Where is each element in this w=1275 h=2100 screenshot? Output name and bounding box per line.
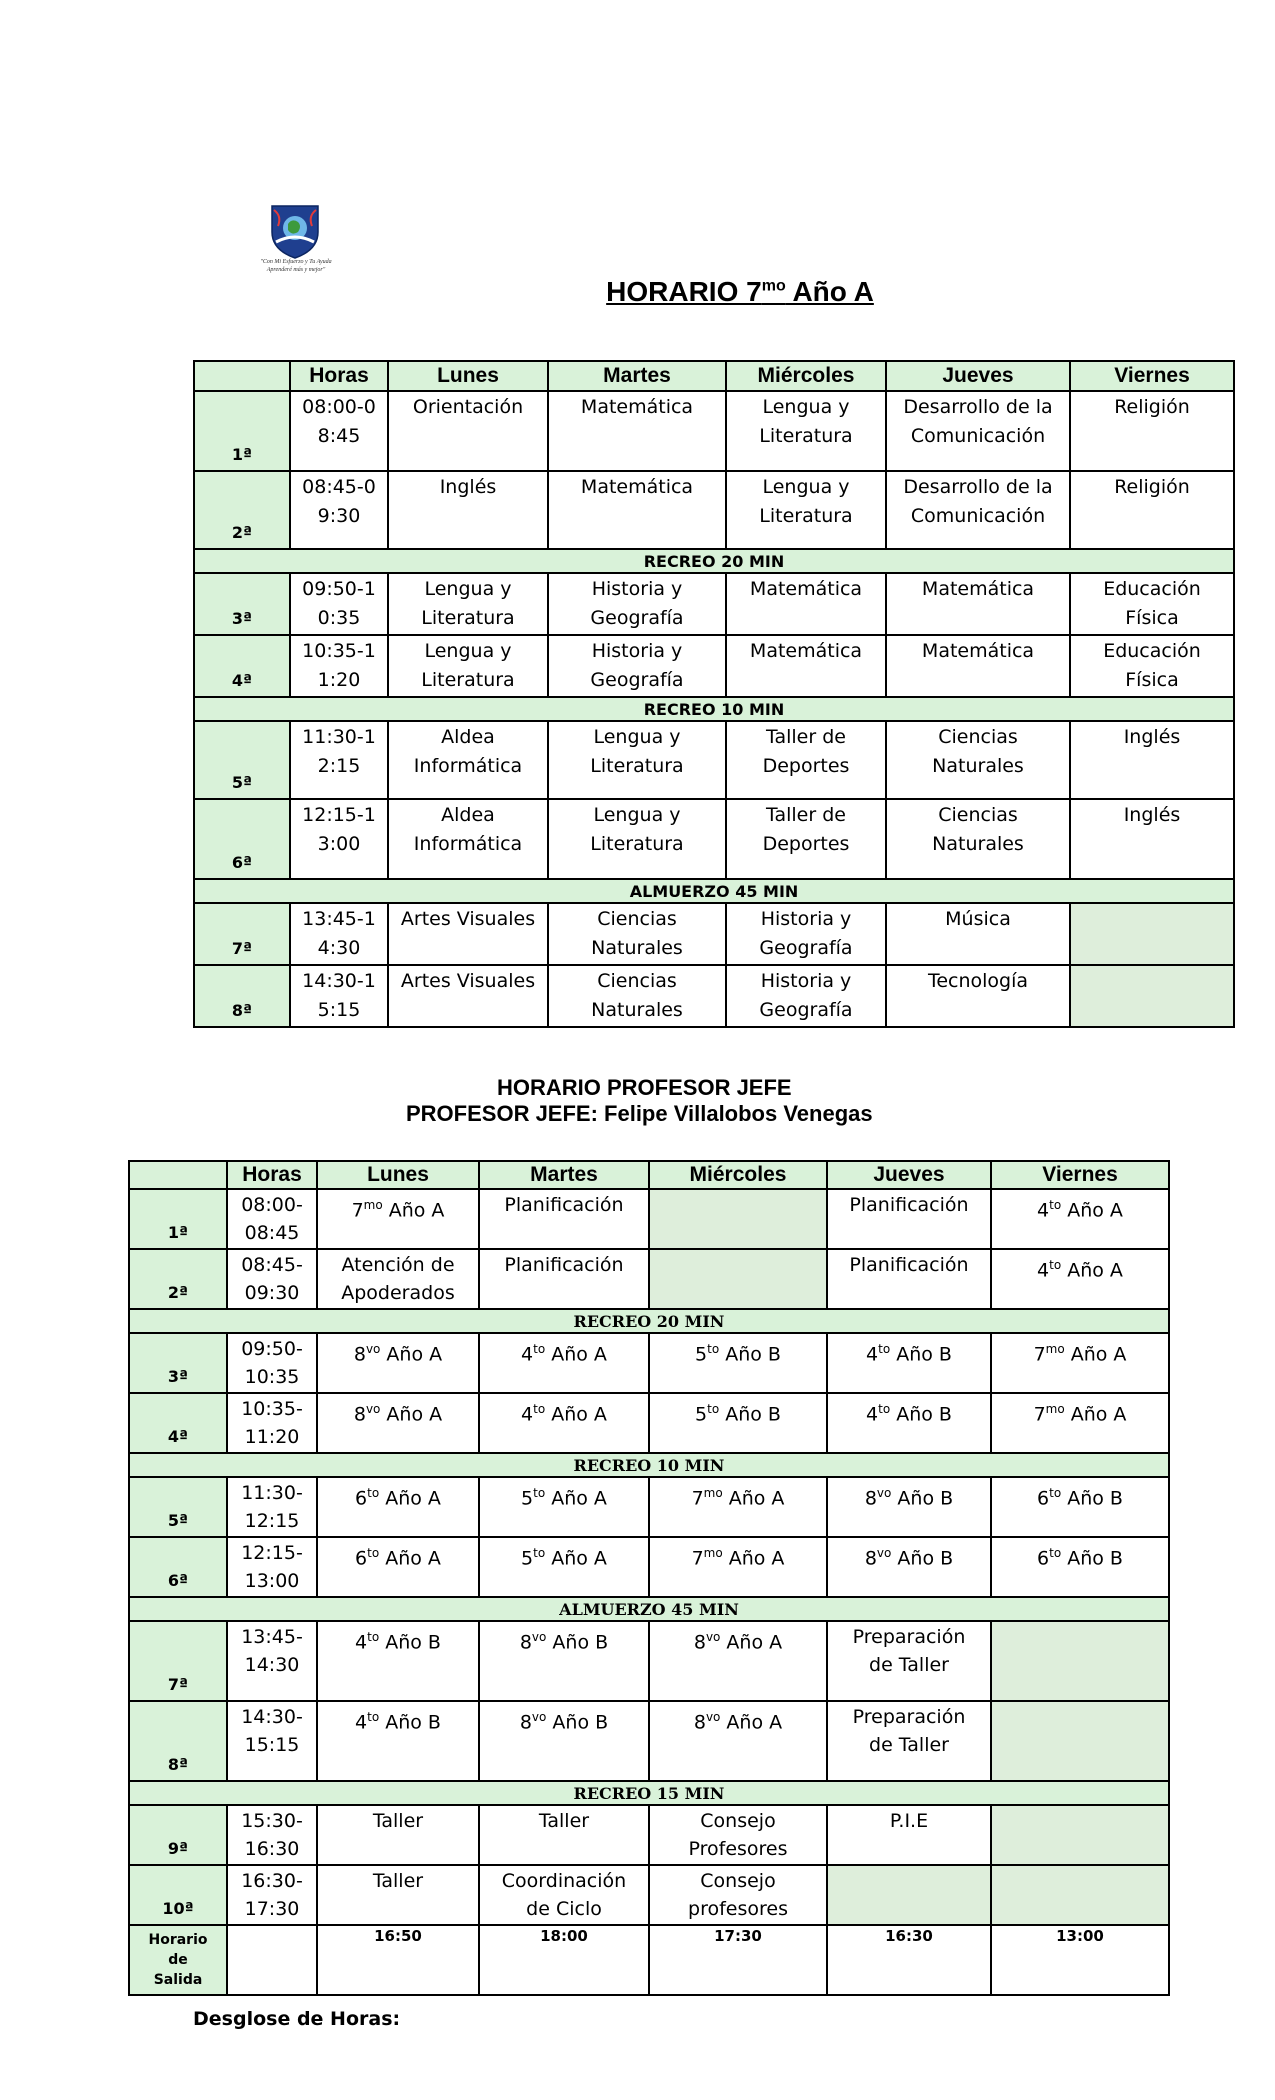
class-subject-cell: Lengua y Literatura: [726, 471, 886, 549]
class-header-blank: [194, 361, 290, 391]
class-period-number: 4ª: [194, 635, 290, 697]
hours-breakdown-label: Desglose de Horas:: [193, 2008, 401, 2030]
class-subject-cell: Desarrollo de la Comunicación: [886, 471, 1070, 549]
teacher-header-martes: Martes: [479, 1161, 649, 1189]
class-subject-cell: [1070, 965, 1234, 1027]
class-subject-cell: Ciencias Naturales: [886, 721, 1070, 799]
class-schedule-table: [193, 360, 1235, 1028]
teacher-period-number: 1ª: [129, 1189, 227, 1249]
teacher-subject-cell: Taller: [317, 1865, 479, 1925]
head-teacher-name: PROFESOR JEFE: Felipe Villalobos Venegas: [406, 1101, 873, 1126]
teacher-subject-cell: $8^{vo}$ Año B: [479, 1621, 649, 1701]
logo-tagline: "Con Mi Esfuerzo y Tu Ayuda Aprenderé más y mejor": [260, 259, 332, 273]
teacher-header-jueves: Jueves: [827, 1161, 991, 1189]
class-subject-cell: Religión: [1070, 391, 1234, 471]
class-header-horas: Horas: [290, 361, 388, 391]
class-break-row: RECREO 10 MIN: [194, 697, 1234, 721]
teacher-period-number: 10ª: [129, 1865, 227, 1925]
teacher-break-row: RECREO 15 MIN: [129, 1781, 1169, 1805]
teacher-period-hours: 12:15- 13:00: [227, 1537, 317, 1597]
teacher-subject-cell: Preparación de Taller: [827, 1621, 991, 1701]
class-subject-cell: Matemática: [886, 573, 1070, 635]
teacher-subject-cell: P.I.E: [827, 1805, 991, 1865]
class-subject-cell: Aldea Informática: [388, 799, 548, 879]
class-period-row: [194, 721, 1234, 799]
teacher-exit-hours: [227, 1925, 317, 1995]
class-period-hours: 09:50-1 0:35: [290, 573, 388, 635]
teacher-period-number: 9ª: [129, 1805, 227, 1865]
teacher-period-row: [129, 1805, 1169, 1865]
class-subject-cell: Historia y Geografía: [548, 573, 726, 635]
teacher-subject-cell: $8^{vo}$ Año B: [827, 1537, 991, 1597]
teacher-schedule-title: [0, 1075, 1275, 1127]
class-subject-cell: Ciencias Naturales: [886, 799, 1070, 879]
teacher-subject-cell: $5^{to}$ Año A: [479, 1537, 649, 1597]
class-header-jueves: Jueves: [886, 361, 1070, 391]
class-period-row: [194, 391, 1234, 471]
teacher-exit-time: 16:50: [317, 1925, 479, 1995]
teacher-subject-cell: Taller: [479, 1805, 649, 1865]
class-period-number: 2ª: [194, 471, 290, 549]
teacher-period-row: [129, 1477, 1169, 1537]
class-subject-cell: Ciencias Naturales: [548, 903, 726, 965]
teacher-period-hours: 10:35- 11:20: [227, 1393, 317, 1453]
teacher-subject-cell: $8^{vo}$ Año A: [649, 1701, 827, 1781]
class-subject-cell: Historia y Geografía: [726, 965, 886, 1027]
teacher-period-hours: 09:50- 10:35: [227, 1333, 317, 1393]
class-period-hours: 08:00-0 8:45: [290, 391, 388, 471]
class-subject-cell: Inglés: [388, 471, 548, 549]
class-subject-cell: Matemática: [548, 391, 726, 471]
teacher-period-hours: 08:00- 08:45: [227, 1189, 317, 1249]
class-subject-cell: Lengua y Literatura: [726, 391, 886, 471]
class-subject-cell: Desarrollo de la Comunicación: [886, 391, 1070, 471]
teacher-period-row: [129, 1621, 1169, 1701]
teacher-exit-row: [129, 1925, 1169, 1995]
teacher-subject-cell: $6^{to}$ Año B: [991, 1477, 1169, 1537]
class-subject-cell: Tecnología: [886, 965, 1070, 1027]
class-period-hours: 08:45-0 9:30: [290, 471, 388, 549]
teacher-period-number: 7ª: [129, 1621, 227, 1701]
teacher-subject-cell: $7^{mo}$ Año A: [649, 1537, 827, 1597]
class-period-number: 5ª: [194, 721, 290, 799]
teacher-exit-label: Horario de Salida: [129, 1925, 227, 1995]
class-period-hours: 14:30-1 5:15: [290, 965, 388, 1027]
class-period-row: [194, 799, 1234, 879]
teacher-period-number: 6ª: [129, 1537, 227, 1597]
teacher-subject-cell: $4^{to}$ Año A: [991, 1189, 1169, 1249]
teacher-subject-cell: [991, 1621, 1169, 1701]
teacher-subject-cell: Consejo Profesores: [649, 1805, 827, 1865]
teacher-header-miércoles: Miércoles: [649, 1161, 827, 1189]
class-subject-cell: Matemática: [886, 635, 1070, 697]
teacher-period-row: [129, 1537, 1169, 1597]
teacher-period-number: 5ª: [129, 1477, 227, 1537]
teacher-period-number: 4ª: [129, 1393, 227, 1453]
class-subject-cell: Inglés: [1070, 721, 1234, 799]
teacher-break-row: RECREO 10 MIN: [129, 1453, 1169, 1477]
class-period-row: [194, 965, 1234, 1027]
class-subject-cell: Lengua y Literatura: [388, 635, 548, 697]
teacher-subject-cell: [991, 1701, 1169, 1781]
teacher-period-row: [129, 1393, 1169, 1453]
teacher-header-lunes: Lunes: [317, 1161, 479, 1189]
teacher-subject-cell: $8^{vo}$ Año A: [317, 1393, 479, 1453]
teacher-subject-cell: $4^{to}$ Año A: [991, 1249, 1169, 1309]
class-header-lunes: Lunes: [388, 361, 548, 391]
class-header-miércoles: Miércoles: [726, 361, 886, 391]
teacher-exit-time: 16:30: [827, 1925, 991, 1995]
teacher-period-row: [129, 1189, 1169, 1249]
teacher-subject-cell: $5^{to}$ Año B: [649, 1393, 827, 1453]
class-subject-cell: Matemática: [726, 573, 886, 635]
teacher-period-number: 3ª: [129, 1333, 227, 1393]
teacher-subject-cell: $6^{to}$ Año A: [317, 1537, 479, 1597]
teacher-subject-cell: Planificación: [479, 1189, 649, 1249]
class-period-hours: 11:30-1 2:15: [290, 721, 388, 799]
class-subject-cell: Artes Visuales: [388, 903, 548, 965]
class-subject-cell: Lengua y Literatura: [548, 799, 726, 879]
teacher-period-number: 2ª: [129, 1249, 227, 1309]
teacher-period-hours: 11:30- 12:15: [227, 1477, 317, 1537]
teacher-period-hours: 16:30- 17:30: [227, 1865, 317, 1925]
class-subject-cell: Aldea Informática: [388, 721, 548, 799]
teacher-period-hours: 13:45- 14:30: [227, 1621, 317, 1701]
teacher-exit-time: 13:00: [991, 1925, 1169, 1995]
class-period-row: [194, 635, 1234, 697]
teacher-period-hours: 15:30- 16:30: [227, 1805, 317, 1865]
class-period-row: [194, 573, 1234, 635]
class-period-number: 3ª: [194, 573, 290, 635]
teacher-schedule-heading: HORARIO PROFESOR JEFE: [497, 1075, 792, 1100]
teacher-subject-cell: $4^{to}$ Año B: [317, 1621, 479, 1701]
teacher-exit-time: 18:00: [479, 1925, 649, 1995]
teacher-subject-cell: $7^{mo}$ Año A: [991, 1333, 1169, 1393]
teacher-subject-cell: $7^{mo}$ Año A: [649, 1477, 827, 1537]
teacher-header-viernes: Viernes: [991, 1161, 1169, 1189]
teacher-break-row: RECREO 20 MIN: [129, 1309, 1169, 1333]
teacher-subject-cell: $6^{to}$ Año A: [317, 1477, 479, 1537]
class-subject-cell: Educación Física: [1070, 635, 1234, 697]
class-subject-cell: [1070, 903, 1234, 965]
schedule-title: HORARIO $7^{mo}$ Año A: [606, 276, 874, 307]
teacher-schedule-table: [128, 1160, 1170, 1996]
teacher-subject-cell: [991, 1805, 1169, 1865]
teacher-subject-cell: $4^{to}$ Año B: [317, 1701, 479, 1781]
teacher-period-number: 8ª: [129, 1701, 227, 1781]
class-period-row: [194, 471, 1234, 549]
teacher-subject-cell: Planificación: [827, 1189, 991, 1249]
teacher-period-row: [129, 1249, 1169, 1309]
class-subject-cell: Inglés: [1070, 799, 1234, 879]
teacher-period-row: [129, 1865, 1169, 1925]
class-header-martes: Martes: [548, 361, 726, 391]
teacher-subject-cell: [991, 1865, 1169, 1925]
teacher-subject-cell: Atención de Apoderados: [317, 1249, 479, 1309]
class-subject-cell: Historia y Geografía: [726, 903, 886, 965]
teacher-period-hours: 08:45- 09:30: [227, 1249, 317, 1309]
teacher-exit-time: 17:30: [649, 1925, 827, 1995]
class-subject-cell: Lengua y Literatura: [388, 573, 548, 635]
teacher-subject-cell: Preparación de Taller: [827, 1701, 991, 1781]
teacher-subject-cell: $7^{mo}$ Año A: [317, 1189, 479, 1249]
class-subject-cell: Educación Física: [1070, 573, 1234, 635]
teacher-subject-cell: $5^{to}$ Año A: [479, 1477, 649, 1537]
teacher-header-horas: Horas: [227, 1161, 317, 1189]
teacher-subject-cell: $8^{vo}$ Año A: [317, 1333, 479, 1393]
class-period-number: 8ª: [194, 965, 290, 1027]
teacher-subject-cell: Consejo profesores: [649, 1865, 827, 1925]
teacher-subject-cell: $4^{to}$ Año B: [827, 1393, 991, 1453]
teacher-subject-cell: $5^{to}$ Año B: [649, 1333, 827, 1393]
teacher-break-row: ALMUERZO 45 MIN: [129, 1597, 1169, 1621]
class-subject-cell: Taller de Deportes: [726, 799, 886, 879]
teacher-subject-cell: $4^{to}$ Año B: [827, 1333, 991, 1393]
class-subject-cell: Orientación: [388, 391, 548, 471]
teacher-subject-cell: $7^{mo}$ Año A: [991, 1393, 1169, 1453]
teacher-subject-cell: Planificación: [479, 1249, 649, 1309]
class-period-hours: 12:15-1 3:00: [290, 799, 388, 879]
class-period-row: [194, 903, 1234, 965]
class-subject-cell: Música: [886, 903, 1070, 965]
class-subject-cell: Lengua y Literatura: [548, 721, 726, 799]
class-subject-cell: Matemática: [726, 635, 886, 697]
teacher-subject-cell: $6^{to}$ Año B: [991, 1537, 1169, 1597]
teacher-period-row: [129, 1701, 1169, 1781]
class-subject-cell: Ciencias Naturales: [548, 965, 726, 1027]
class-period-number: 6ª: [194, 799, 290, 879]
class-subject-cell: Artes Visuales: [388, 965, 548, 1027]
class-subject-cell: Matemática: [548, 471, 726, 549]
class-header-viernes: Viernes: [1070, 361, 1234, 391]
class-subject-cell: Religión: [1070, 471, 1234, 549]
class-period-hours: 13:45-1 4:30: [290, 903, 388, 965]
class-period-hours: 10:35-1 1:20: [290, 635, 388, 697]
class-subject-cell: Taller de Deportes: [726, 721, 886, 799]
class-subject-cell: Historia y Geografía: [548, 635, 726, 697]
class-break-row: ALMUERZO 45 MIN: [194, 879, 1234, 903]
teacher-subject-cell: $8^{vo}$ Año B: [827, 1477, 991, 1537]
teacher-subject-cell: $8^{vo}$ Año B: [479, 1701, 649, 1781]
teacher-subject-cell: Coordinación de Ciclo: [479, 1865, 649, 1925]
class-period-number: 7ª: [194, 903, 290, 965]
teacher-subject-cell: [649, 1189, 827, 1249]
class-period-number: 1ª: [194, 391, 290, 471]
teacher-period-row: [129, 1333, 1169, 1393]
teacher-subject-cell: [649, 1249, 827, 1309]
class-break-row: RECREO 20 MIN: [194, 549, 1234, 573]
teacher-header-blank: [129, 1161, 227, 1189]
teacher-subject-cell: $4^{to}$ Año A: [479, 1393, 649, 1453]
teacher-subject-cell: [827, 1865, 991, 1925]
teacher-subject-cell: $4^{to}$ Año A: [479, 1333, 649, 1393]
teacher-subject-cell: Taller: [317, 1805, 479, 1865]
teacher-subject-cell: Planificación: [827, 1249, 991, 1309]
teacher-subject-cell: $8^{vo}$ Año A: [649, 1621, 827, 1701]
teacher-period-hours: 14:30- 15:15: [227, 1701, 317, 1781]
